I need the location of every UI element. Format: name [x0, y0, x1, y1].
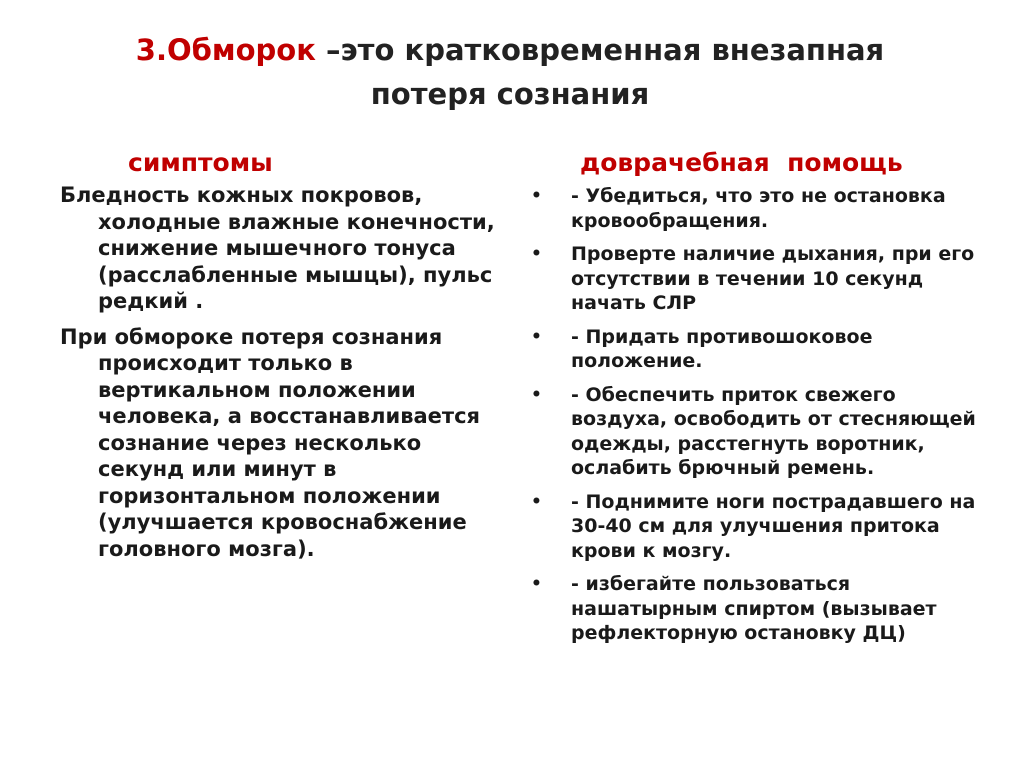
title-line2: потеря сознания	[370, 77, 650, 111]
symptoms-column	[60, 182, 500, 571]
symptoms-heading: симптомы	[128, 148, 273, 177]
list-item-text: - Обеспечить приток свежего воздуха, освободить от стесняющей одежды, расстегнуть воротник, ослабить брючный ремень.	[571, 383, 976, 479]
list-item-text: - Придать противошоковое положение.	[571, 325, 873, 372]
list-item	[528, 325, 988, 374]
list-item-text: - Убедиться, что это не остановка кровообращения.	[571, 185, 946, 232]
list-item-text: Проверте наличие дыхания, при его отсутствии в течении 10 секунд начать СЛР	[571, 243, 975, 314]
bullet-icon: •	[531, 186, 542, 206]
title-accent: 3.Обморок	[135, 33, 316, 67]
symptoms-paragraph: При обмороке потеря сознания происходит только в вертикальном положении человека, а восстанавливается сознание через несколько секунд или минут в горизонтальном положении (улучшается кровоснабжение головного мозга).	[60, 324, 481, 561]
symptoms-paragraph: Бледность кожных покровов, холодные влажные конечности, снижение мышечного тонуса (расслабленные мышцы), пульс редкий .	[60, 183, 495, 313]
list-item	[528, 490, 988, 564]
list-item-text: - избегайте пользоваться нашатырным спиртом (вызывает рефлекторную остановку ДЦ)	[571, 573, 937, 644]
list-item	[528, 383, 988, 481]
bullet-icon: •	[531, 491, 542, 512]
list-item	[528, 572, 988, 646]
title-line1: –это кратковременная внезапная	[315, 33, 885, 67]
bullet-icon: •	[531, 574, 542, 594]
list-item	[528, 242, 988, 316]
slide-title	[60, 28, 960, 116]
bullet-icon: •	[531, 244, 542, 264]
list-item	[528, 184, 988, 233]
bullet-icon: •	[531, 384, 542, 405]
first-aid-list	[528, 184, 988, 655]
bullet-icon: •	[531, 326, 542, 347]
first-aid-heading: доврачебная помощь	[580, 148, 903, 177]
list-item-text: - Поднимите ноги пострадавшего на 30-40 см для улучшения притока крови к мозгу.	[571, 490, 976, 562]
